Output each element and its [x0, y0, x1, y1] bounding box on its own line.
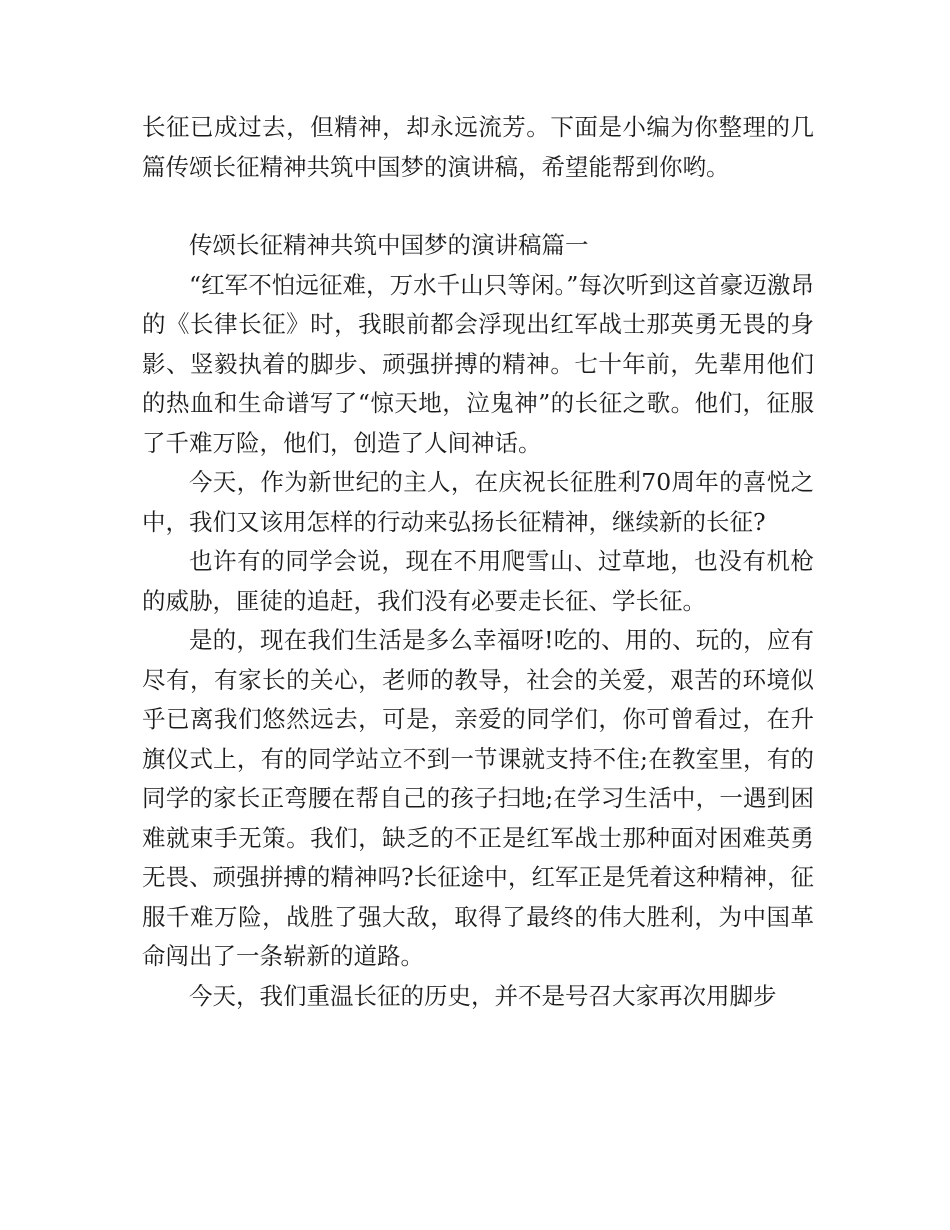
paragraph-gap: [142, 187, 814, 226]
body-paragraph-2: 今天，作为新世纪的主人，在庆祝长征胜利70周年的喜悦之中，我们又该用怎样的行动来弘扬长征精神，继续新的长征?: [142, 468, 814, 536]
intro-paragraph: 长征已成过去，但精神，却永远流芳。下面是小编为你整理的几篇传颂长征精神共筑中国梦的演讲稿，希望能帮到你哟。: [142, 113, 814, 181]
section-title: 传颂长征精神共筑中国梦的演讲稿篇一: [189, 231, 589, 259]
document-body: [142, 108, 814, 1016]
body-paragraph-3: 也许有的同学会说，现在不用爬雪山、过草地，也没有机枪的威胁，匪徒的追赶，我们没有必要走长征、学长征。: [142, 547, 814, 615]
body-paragraph-5: 今天，我们重温长征的历史，并不是号召大家再次用脚步: [189, 981, 777, 1010]
body-paragraph-4: 是的，现在我们生活是多么幸福呀!吃的、用的、玩的，应有尽有，有家长的关心，老师的教导，社会的关爱，艰苦的环境似乎已离我们悠然远去，可是，亲爱的同学们，你可曾看过，在升旗仪式上，有的同学站立不到一节课就支持不住;在教室里，有的同学的家长正弯腰在帮自己的孩子扫地;在学习生活中，一遇到困难就束手无策。我们，缺乏的不正是红军战士那种面对困难英勇无畏、顽强拼搏的精神吗?长征途中，红军正是凭着这种精神，征服千难万险，战胜了强大敌，取得了最终的伟大胜利，为中国革命闯出了一条崭新的道路。: [142, 626, 814, 970]
body-paragraph-1: “红军不怕远征难，万水千山只等闲。”每次听到这首豪迈激昂的《长律长征》时，我眼前都会浮现出红军战士那英勇无畏的身影、竖毅执着的脚步、顽强拼搏的精神。七十年前，先辈用他们的热血和生命谱写了“惊天地，泣鬼神”的长征之歌。他们，征服了千难万险，他们，创造了人间神话。: [142, 270, 814, 457]
